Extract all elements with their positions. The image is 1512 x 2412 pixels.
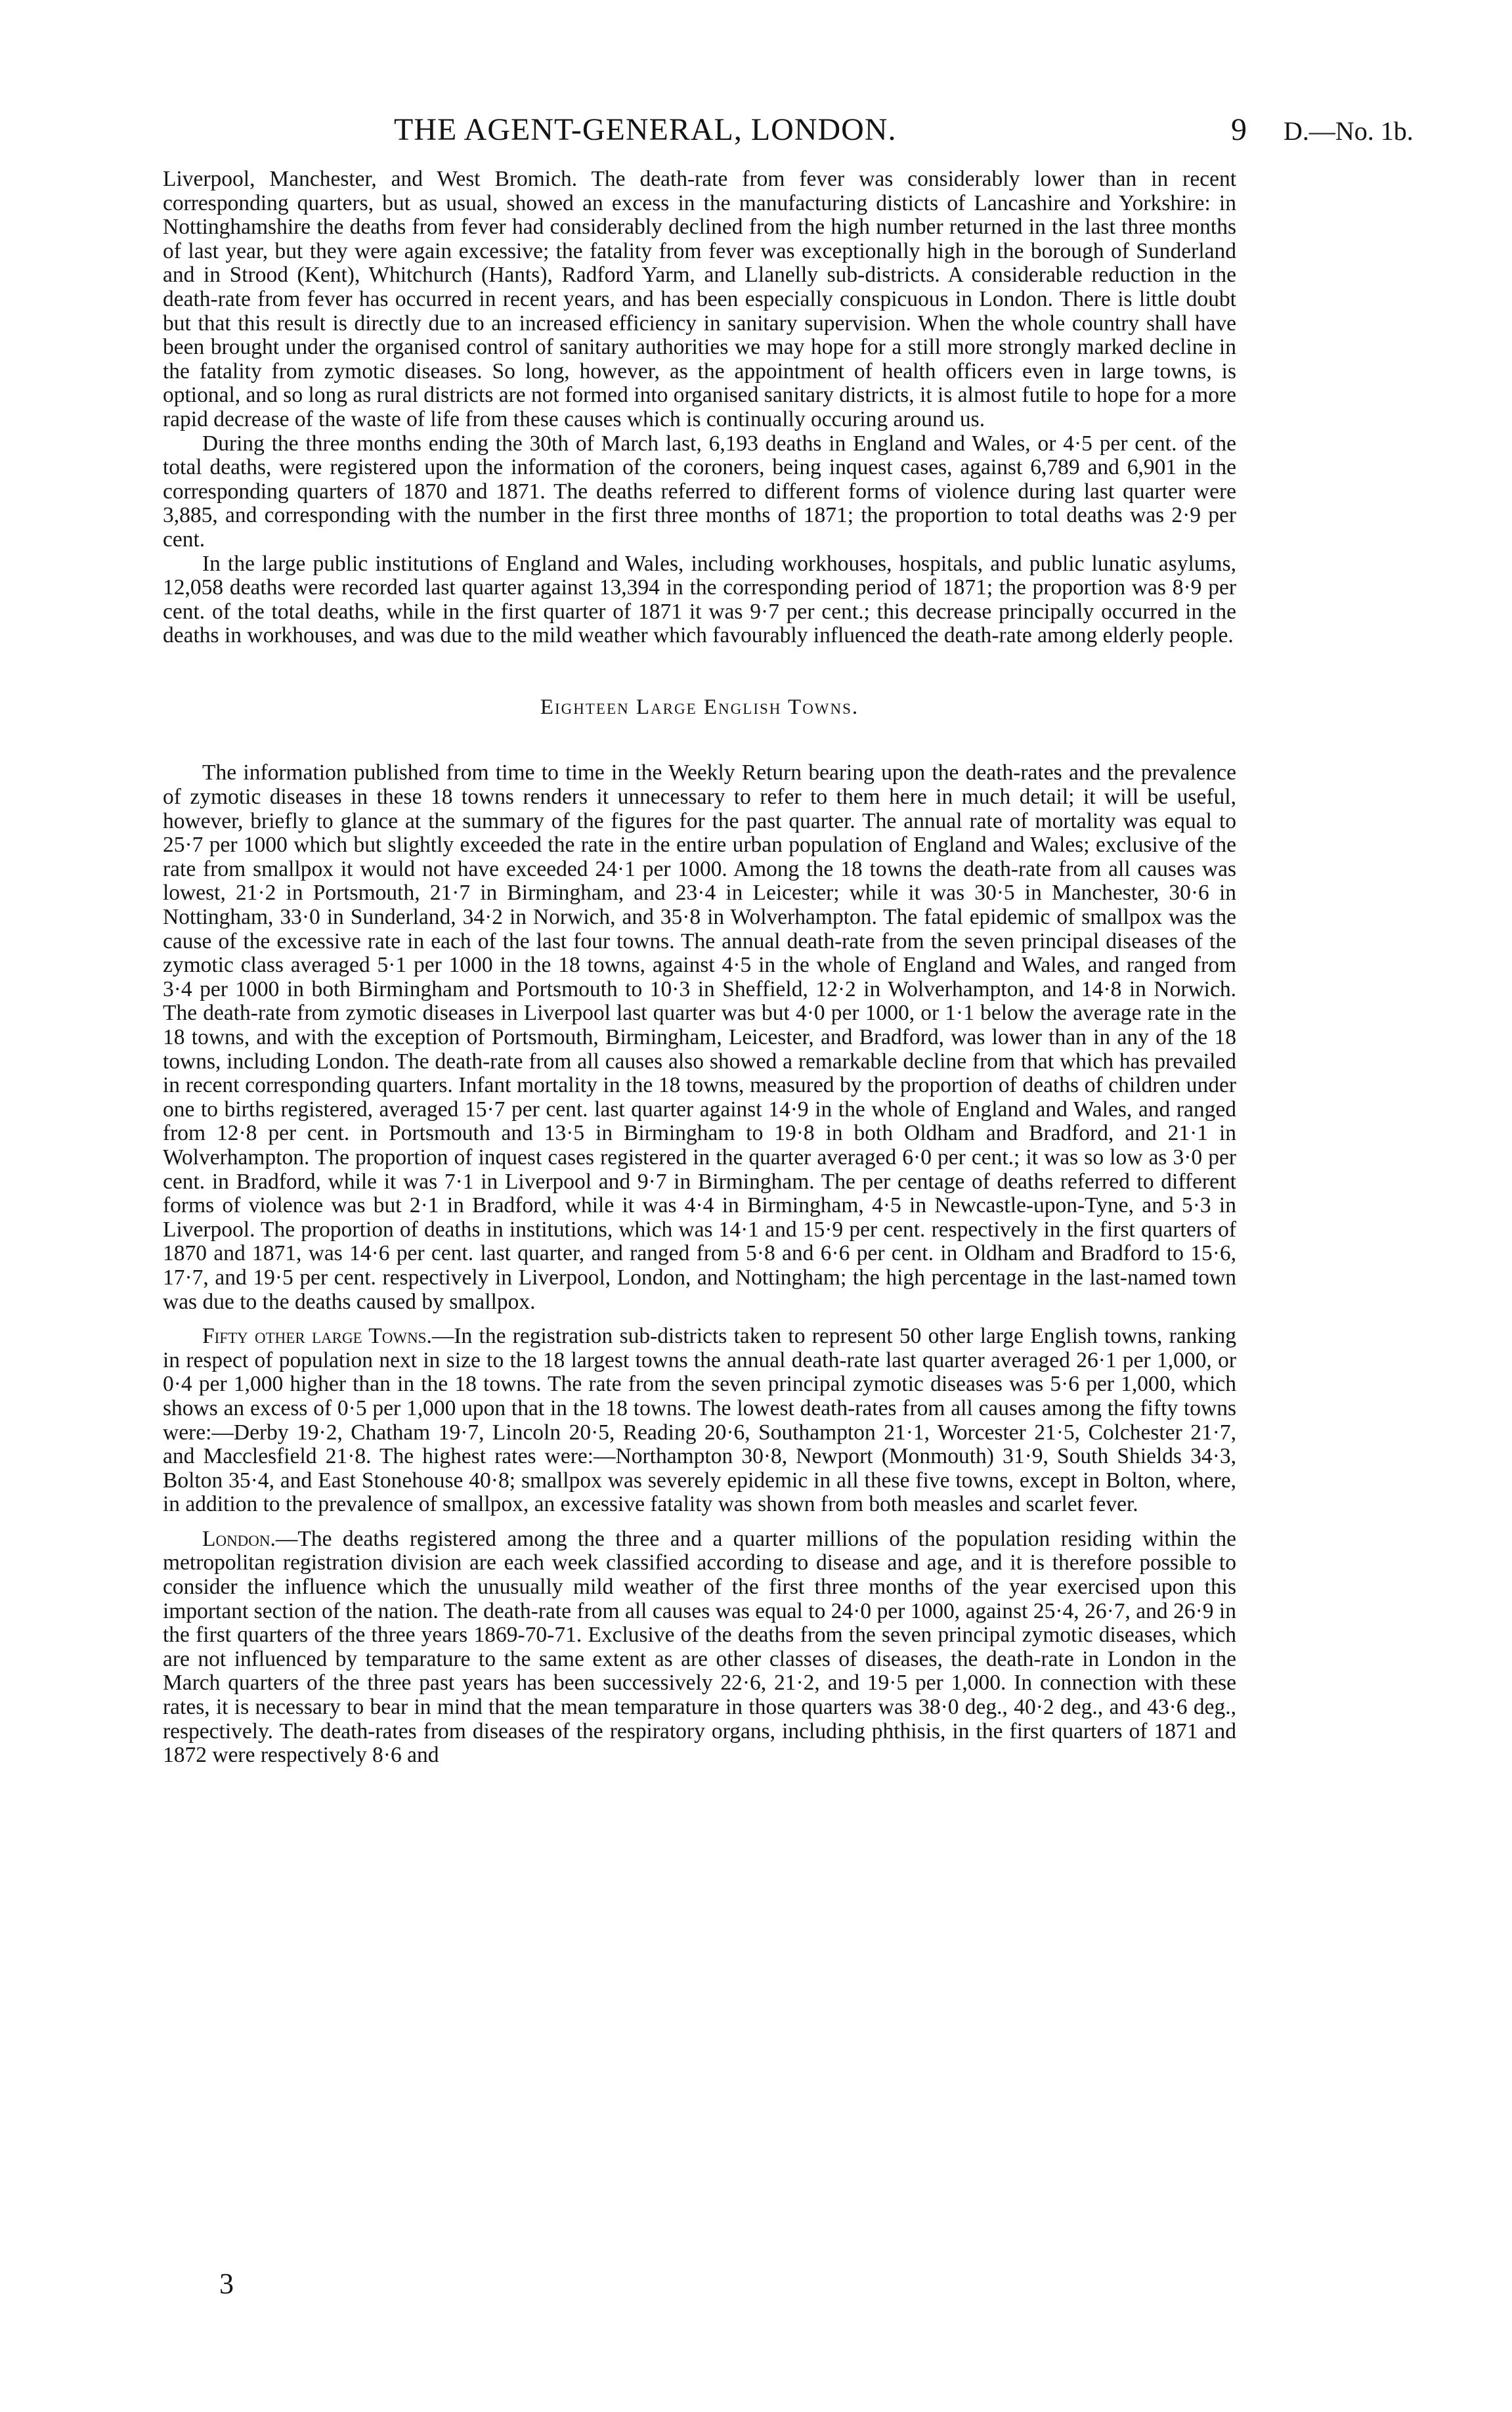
body-text xyxy=(163,167,1236,1768)
running-title: THE AGENT-GENERAL, LONDON. xyxy=(394,112,897,147)
printer-signature-mark: 3 xyxy=(219,2268,234,2300)
fifty-towns-run-in-heading: Fifty other large Towns. xyxy=(202,1324,432,1349)
fifty-towns-text: —In the registration sub-districts taken to represent 50 other large English towns, ranking in respect of population next in size to the 18 largest towns the annual death-rate last quarter averaged 26·1 per 1,000, or 0·4 per 1,000 higher than in the 18 towns. The rate from the seven principal zymotic diseases was 5·6 per 1,000, which shows an excess of 0·5 per 1,000 upon that in the 18 towns. The lowest death-rates from all causes among the fifty towns were:—Derby 19·2, Chatham 19·7, Lincoln 20·5, Reading 20·6, Southampton 21·1, Worcester 21·5, Colchester 21·7, and Macclesfield 21·8. The highest rates were:—Northampton 30·8, Newport (Monmouth) 31·9, South Shields 34·3, Bolton 35·4, and East Stonehouse 40·8; smallpox was severely epidemic in all these five towns, except in Bolton, where, in addition to the prevalence of smallpox, an excessive fatality was shown from both measles and scarlet fever. xyxy=(163,1324,1236,1517)
paragraph-fifty-towns xyxy=(163,1325,1236,1517)
london-text: —The deaths registered among the three and a quarter millions of the population residing within the metropolitan registration division are each week classified according to disease and age, and it is therefore possible to consider the influence which the unusually mild weather of the first three months of the year exercised upon this important section of the nation. The death-rate from all causes was equal to 24·0 per 1000, against 25·4, 26·7, and 26·9 in the first quarters of the three years 1869-70-71. Exclusive of the deaths from the seven principal zymotic diseases, which are not influenced by temparature to the same extent as are other classes of diseases, the death-rate in London in the March quarters of the three past years has been successively 22·6, 21·2, and 19·5 per 1,000. In connection with these rates, it is necessary to bear in mind that the mean temparature in those quarters was 38·0 deg., 40·2 deg., and 43·6 deg., respectively. The death-rates from diseases of the respiratory organs, including phthisis, in the first quarters of 1871 and 1872 were respectively 8·6 and xyxy=(163,1526,1236,1768)
page-number: 9 xyxy=(1231,112,1247,147)
page-header xyxy=(0,112,1512,158)
document-reference: D.—No. 1b. xyxy=(1284,116,1414,146)
paragraph-london xyxy=(163,1527,1236,1768)
london-run-in-heading: London. xyxy=(202,1526,276,1551)
section-heading: Eighteen Large English Towns. xyxy=(540,695,859,719)
paragraph-inquest-cases: During the three months ending the 30th of March last, 6,193 deaths in England and Wales, or 4·5 per cent. of the total deaths, were registered upon the information of the coroners, being inquest cases, against 6,789 and 6,901 in the corresponding quarters of 1870 and 1871. The deaths referred to different forms of violence during last quarter were 3,885, and corresponding with the number in the first three months of 1871; the proportion to total deaths was 2·9 per cent. xyxy=(163,431,1236,552)
paragraph-eighteen-towns: The information published from time to time in the Weekly Return bearing upon the death-rates and the prevalence of zymotic diseases in these 18 towns renders it unnecessary to refer to them here in much detail; it will be useful, however, briefly to glance at the summary of the figures for the past quarter. The annual rate of mortality was equal to 25·7 per 1000 which but slightly exceeded the rate in the entire urban population of England and Wales; exclusive of the rate from smallpox it would not have exceeded 24·1 per 1000. Among the 18 towns the death-rate from all causes was lowest, 21·2 in Portsmouth, 21·7 in Birmingham, and 23·4 in Leicester; while it was 30·5 in Manchester, 30·6 in Nottingham, 33·0 in Sunderland, 34·2 in Norwich, and 35·8 in Wolverhampton. The fatal epidemic of smallpox was the cause of the excessive rate in each of the last four towns. The annual death-rate from the seven principal diseases of the zymotic class averaged 5·1 per 1000 in the 18 towns, against 4·5 in the whole of England and Wales, and ranged from 3·4 per 1000 in both Birmingham and Portsmouth to 10·3 in Sheffield, 12·2 in Wolverhampton, and 14·8 in Norwich. The death-rate from zymotic diseases in Liverpool last quarter was but 4·0 per 1000, or 1·1 below the average rate in the 18 towns, and with the exception of Portsmouth, Birmingham, Leicester, and Bradford, was lower than in any of the 18 towns, including London. The death-rate from all causes also showed a remarkable decline from that which has prevailed in recent corresponding quarters. Infant mortality in the 18 towns, measured by the proportion of deaths of children under one to births registered, averaged 15·7 per cent. last quarter against 14·9 in the whole of England and Wales, and ranged from 12·8 per cent. in Portsmouth and 13·5 in Birmingham to 19·8 in both Oldham and Bradford, and 21·1 in Wolverhampton. The proportion of inquest cases registered in the quarter averaged 6·0 per cent.; it was so low as 3·0 per cent. in Bradford, while it was 7·1 in Liverpool and 9·7 in Birmingham. The per centage of deaths referred to different forms of violence was but 2·1 in Bradford, while it was 4·4 in Birmingham, 4·5 in Newcastle-upon-Tyne, and 5·3 in Liverpool. The proportion of deaths in institutions, which was 14·1 and 15·9 per cent. respectively in the first quarters of 1870 and 1871, was 14·6 per cent. last quarter, and ranged from 5·8 and 6·6 per cent. in Oldham and Bradford to 15·6, 17·7, and 19·5 per cent. respectively in Liverpool, London, and Nottingham; the high percentage in the last-named town was due to the deaths caused by smallpox. xyxy=(163,760,1236,1314)
paragraph-continuation: Liverpool, Manchester, and West Bromich. The death-rate from fever was considerably lower than in recent corresponding quarters, but as usual, showed an excess in the manufacturing disticts of Lancashire and Yorkshire: in Nottinghamshire the deaths from fever had considerably declined from the high number returned in the last three months of last year, but they were again excessive; the fatality from fever was exceptionally high in the borough of Sunderland and in Strood (Kent), Whitchurch (Hants), Radford Yarm, and Llanelly sub-districts. A considerable reduction in the death-rate from fever has occurred in recent years, and has been especially conspicuous in London. There is little doubt but that this result is directly due to an increased efficiency in sanitary supervision. When the whole country shall have been brought under the organised control of sanitary authorities we may hope for a still more strongly marked decline in the fatality from zymotic diseases. So long, however, as the appointment of health officers even in large towns, is optional, and so long as rural districts are not formed into organised sanitary districts, it is almost futile to hope for a more rapid decrease of the waste of life from these causes which is continually occuring around us. xyxy=(163,167,1236,431)
paragraph-public-institutions: In the large public institutions of England and Wales, including workhouses, hospitals, and public lunatic asylums, 12,058 deaths were recorded last quarter against 13,394 in the corresponding period of 1871; the proportion was 8·9 per cent. of the total deaths, while in the first quarter of 1871 it was 9·7 per cent.; this decrease principally occurred in the deaths in workhouses, and was due to the mild weather which favourably influenced the death-rate among elderly people. xyxy=(163,551,1236,648)
